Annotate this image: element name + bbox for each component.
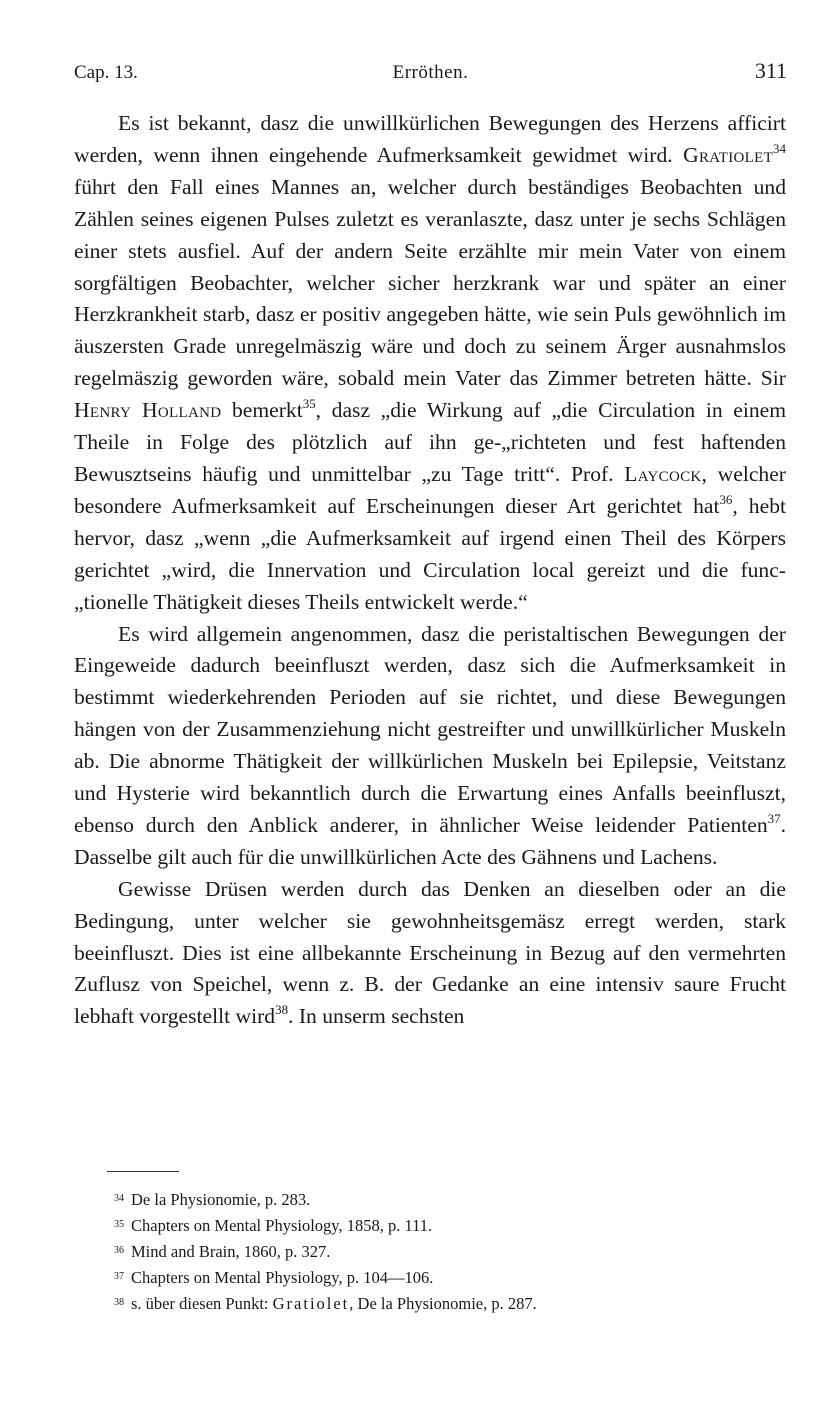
footnote-ref[interactable]: 37 (767, 810, 781, 826)
footnote-text: Chapters on Mental Physiology, 1858, p. 111. (131, 1216, 433, 1235)
paragraph-2 (74, 619, 786, 874)
text-run: führt den Fall eines Mannes an, welcher durch beständiges Beobachten und Zählen seines eigenen Pulses zuletzt es veranlaszte, dasz unter je sechs Schlägen einer stets ausfiel. Auf der andern Seite erzählte mir mein Vater von einem sorgfältigen Beobachter, welcher sicher herzkrank war und später an einer Herzkrankheit starb, dasz er positiv angegeben hätte, wie sein Puls gewöhnlich im äuszersten Grade unregelmäszig wäre und doch zu seinem Ärger ausnahmslos regelmäszig geworden wäre, sobald mein Vater das Zimmer betreten hätte. Sir (74, 174, 786, 391)
text-run: , welcher besondere Aufmerksamkeit auf Erscheinungen dieser Art gerichtet hat (74, 461, 786, 518)
footnote-34 (114, 1186, 794, 1212)
footnote-35 (114, 1212, 794, 1238)
author-name: Gratiolet (683, 142, 774, 167)
main-text (74, 108, 786, 1033)
footnote-text: De la Physionomie, p. 283. (131, 1190, 311, 1209)
text-run: Es ist bekannt, dasz die unwillkürlichen Bewegungen des Herzens afficirt werden, wenn ihnen eingehende Aufmerksamkeit gewidmet wird. (74, 111, 786, 167)
paragraph-3 (74, 874, 786, 1034)
text-run: . In unserm sechsten (288, 1004, 465, 1029)
text-run: bemerkt (221, 398, 303, 423)
footnote-36 (114, 1238, 794, 1264)
footnote-ref[interactable]: 34 (773, 140, 786, 156)
paragraph-1 (74, 108, 786, 619)
footnote-number: 36 (114, 1245, 124, 1256)
running-header (74, 58, 787, 88)
author-name: Gratiolet (272, 1294, 350, 1313)
footnote-text: Chapters on Mental Physiology, p. 104—106. (131, 1268, 434, 1287)
footnote-number: 38 (114, 1297, 124, 1308)
page-number: 311 (754, 58, 787, 83)
footnote-divider (107, 1171, 179, 1172)
footnote-ref[interactable]: 38 (275, 1002, 289, 1018)
footnote-text: , De la Physionomie, p. 287. (349, 1294, 537, 1313)
text-run: , dasz „die Wirkung auf „die Circulation in einem Theile in Folge des plötzlich auf ihn ge-„richteten und fest haftenden Bewusztseins häufig und unmittelbar „zu Tage tritt“. Prof. (74, 398, 786, 486)
chapter-label: Cap. 13. (74, 62, 138, 83)
footnote-number: 34 (114, 1193, 124, 1204)
footnote-ref[interactable]: 35 (302, 396, 316, 412)
text-run: Es wird allgemein angenommen, dasz die peristaltischen Bewegungen der Eingeweide dadurch beeinfluszt werden, dasz sich die Aufmerksamkeit in bestimmt wiederkehrenden Perioden auf sie richtet, und diese Bewegungen hängen von der Zusammenziehung nicht gestreifter und unwillkürlicher Muskeln ab. Die abnorme Thätigkeit der willkürlichen Muskeln bei Epilepsie, Veitstanz und Hysterie wird bekanntlich durch die Erwartung eines Anfalls beeinfluszt, ebenso durch den Anblick anderer, in ähnlicher Weise leidender Patienten (74, 621, 786, 837)
footnote-ref[interactable]: 36 (719, 491, 733, 507)
footnote-text: s. über diesen Punkt: (131, 1294, 273, 1313)
footnote-37 (114, 1264, 794, 1290)
footnotes (114, 1186, 794, 1316)
text-run: , hebt hervor, dasz „wenn „die Aufmerksamkeit auf irgend einen Theil des Körpers gerichtet „wird, die Innervation und Circulation local gereizt und die func-„tionelle Thätigkeit dieses Theils entwickelt werde.“ (74, 493, 786, 614)
footnote-number: 37 (114, 1271, 124, 1282)
footnote-number: 35 (114, 1219, 124, 1230)
running-title: Erröthen. (392, 62, 469, 83)
text-run: Gewisse Drüsen werden durch das Denken an dieselben oder an die Bedingung, unter welcher sie gewohnheitsgemäsz erregt werden, stark beeinfluszt. Dies ist eine allbekannte Erscheinung in Bezug auf den vermehrten Zuflusz von Speichel, wenn z. B. der Gedanke an eine intensiv saure Frucht lebhaft vorgestellt wird (74, 876, 786, 1029)
footnote-text: Mind and Brain, 1860, p. 327. (131, 1242, 331, 1261)
text-run: . Dasselbe gilt auch für die unwillkürlichen Acte des Gähnens und Lachens. (74, 812, 786, 869)
author-name: Henry Holland (74, 398, 222, 423)
author-name: Laycock (624, 461, 702, 486)
footnote-38 (114, 1290, 794, 1316)
